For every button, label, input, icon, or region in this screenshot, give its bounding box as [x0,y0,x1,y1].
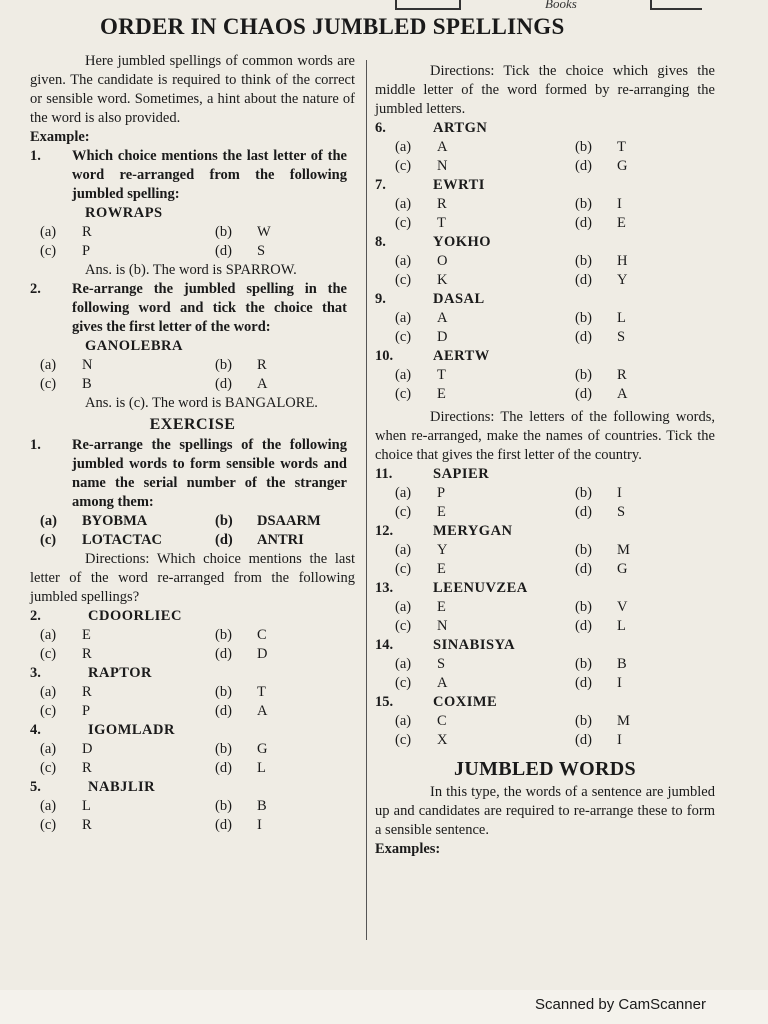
option: (d) D [215,646,268,662]
question-number: 10. [375,348,394,364]
jumbled-word: SAPIER [433,466,490,482]
question-row [375,290,715,309]
options-grid [375,484,715,522]
question-row [30,664,355,683]
question-number: 12. [375,523,394,539]
option: (a) L [40,798,91,814]
options-grid [375,598,715,636]
options-grid [30,356,355,394]
option: (d) ANTRI [215,532,304,548]
option: (d) A [215,703,268,719]
option: (b) R [215,357,267,373]
question-row [375,233,715,252]
option: (a) S [395,656,446,672]
question-row [375,693,715,712]
jumbled-word: EWRTI [433,177,485,193]
question-number: 5. [30,779,41,795]
jumbled-word: LEENUVZEA [433,580,528,596]
question-number: 4. [30,722,41,738]
right-question-list-a [375,119,715,404]
question-number: 1. [30,148,41,164]
question-row [30,607,355,626]
option: (d) G [575,561,628,577]
options-grid [30,512,355,550]
jumbled-word: AERTW [433,348,490,364]
option: (c) X [395,732,448,748]
jumbled-word: YOKHO [433,234,492,250]
options-grid [30,797,355,835]
option: (d) I [215,817,262,833]
option: (d) S [215,243,266,259]
option: (a) A [395,310,448,326]
option: (a) E [395,599,446,615]
option: (a) Y [395,542,448,558]
jumbled-words-heading: JUMBLED WORDS [454,758,636,780]
option: (d) A [215,376,268,392]
option: (a) R [40,224,92,240]
option: (a) A [395,139,448,155]
option: (b) T [575,139,626,155]
options-grid [375,655,715,693]
question-number: 2. [30,608,41,624]
option: (c) E [395,504,446,520]
scanner-footer: Scanned by CamScanner [535,996,706,1013]
question-row [30,721,355,740]
example-question-1 [30,147,355,204]
option: (b) M [575,713,630,729]
answer-text: Ans. is (b). The word is SPARROW. [85,262,297,278]
directions-text: Directions: Tick the choice which gives the middle letter of the word formed by re-arranging the jumbled letters. [375,63,715,117]
option: (c) N [395,618,448,634]
question-row [375,176,715,195]
jumbled-word: NABJLIR [88,779,156,795]
question-number: 13. [375,580,394,596]
option: (b) C [215,627,267,643]
option: (c) P [40,703,91,719]
option: (c) B [40,376,92,392]
option: (c) E [395,386,446,402]
question-text: Re-arrange the jumbled spelling in the following word and tick the choice that gives the first letter of the word: [72,281,347,335]
options-grid [375,712,715,750]
options-grid [375,138,715,176]
jumbled-word: MERYGAN [433,523,513,539]
question-number: 14. [375,637,394,653]
options-grid [30,223,355,261]
option: (c) R [40,760,92,776]
jumbled-word: RAPTOR [88,665,152,681]
jumbled-word: COXIME [433,694,498,710]
option: (a) C [395,713,447,729]
question-number: 2. [30,281,41,297]
top-edge-marks [0,0,768,14]
option: (d) L [575,618,626,634]
question-number: 15. [375,694,394,710]
option: (d) A [575,386,628,402]
option: (a) R [395,196,447,212]
option: (a) P [395,485,446,501]
question-number: 8. [375,234,386,250]
right-question-list-b [375,465,715,750]
question-number: 9. [375,291,386,307]
option: (a) BYOBMA [40,513,148,529]
question-row [375,522,715,541]
options-grid [30,683,355,721]
option: (b) T [215,684,266,700]
option: (c) P [40,243,91,259]
option: (d) I [575,732,622,748]
left-column [30,52,355,835]
jumbled-word: SINABISYA [433,637,516,653]
option: (b) DSAARM [215,513,321,529]
option: (c) R [40,817,92,833]
exercise-heading: EXERCISE [149,416,236,433]
question-text: Re-arrange the spellings of the following jumbled words to form sensible words and name the serial number of the stranger among them: [72,437,347,510]
option: (b) G [215,741,268,757]
directions-text: Directions: Which choice mentions the last letter of the word re-arranged from the following jumbled spellings? [30,551,355,605]
column-divider [366,60,367,940]
question-number: 7. [375,177,386,193]
option: (b) V [575,599,628,615]
question-row [375,119,715,138]
option: (b) B [575,656,627,672]
edge-note: Books [545,0,577,11]
option: (c) K [395,272,448,288]
edge-mark-left [395,0,461,10]
options-grid [30,626,355,664]
examples-label: Examples: [375,841,441,857]
question-number: 6. [375,120,386,136]
option: (a) O [395,253,448,269]
jumbled-word: DASAL [433,291,485,307]
option: (b) I [575,485,622,501]
option: (c) E [395,561,446,577]
directions-text: Directions: The letters of the following words, when re-arranged, make the names of countries. Tick the choice that gives the first letter of the country. [375,409,715,463]
options-grid [375,252,715,290]
options-grid [375,366,715,404]
jumbled-word: ARTGN [433,120,488,136]
answer-text: Ans. is (c). The word is BANGALORE. [85,395,318,411]
option: (a) N [40,357,93,373]
question-number: 11. [375,466,393,482]
option: (b) R [575,367,627,383]
edge-mark-right [650,0,702,10]
option: (d) E [575,215,626,231]
options-grid [375,541,715,579]
option: (d) Y [575,272,628,288]
jumbled-words-intro: In this type, the words of a sentence are jumbled up and candidates are required to re-arrange these to form a sensible sentence. [375,784,715,838]
option: (a) E [40,627,91,643]
jumbled-word: CDOORLIEC [88,608,182,624]
options-grid [375,195,715,233]
option: (d) S [575,504,626,520]
left-question-list [30,607,355,835]
option: (c) A [395,675,448,691]
exercise-question-1 [30,436,355,512]
option: (b) W [215,224,271,240]
option: (a) D [40,741,93,757]
question-number: 3. [30,665,41,681]
option: (c) LOTACTAC [40,532,163,548]
question-row [30,778,355,797]
example-question-2 [30,280,355,337]
option: (d) L [215,760,266,776]
option: (b) L [575,310,626,326]
option: (c) N [395,158,448,174]
options-grid [375,309,715,347]
option: (b) M [575,542,630,558]
question-number: 1. [30,437,41,453]
page-title: ORDER IN CHAOS JUMBLED SPELLINGS [100,14,565,39]
option: (a) T [395,367,446,383]
option: (c) T [395,215,446,231]
question-row [375,579,715,598]
jumbled-word: GANOLEBRA [85,338,183,354]
question-text: Which choice mentions the last letter of the word re-arranged from the following jumbled spelling: [72,148,347,202]
jumbled-word: IGOMLADR [88,722,175,738]
question-row [375,347,715,366]
intro-paragraph: Here jumbled spellings of common words are given. The candidate is required to think of the correct or sensible word. Sometimes, a hint about the nature of the word is also provided. [30,53,355,126]
options-grid [30,740,355,778]
right-column [375,62,715,859]
question-row [375,636,715,655]
option: (c) R [40,646,92,662]
option: (b) I [575,196,622,212]
option: (d) I [575,675,622,691]
question-row [375,465,715,484]
option: (b) H [575,253,628,269]
option: (d) S [575,329,626,345]
option: (a) R [40,684,92,700]
option: (c) D [395,329,448,345]
option: (b) B [215,798,267,814]
example-label: Example: [30,129,90,145]
option: (d) G [575,158,628,174]
jumbled-word: ROWRAPS [85,205,163,221]
